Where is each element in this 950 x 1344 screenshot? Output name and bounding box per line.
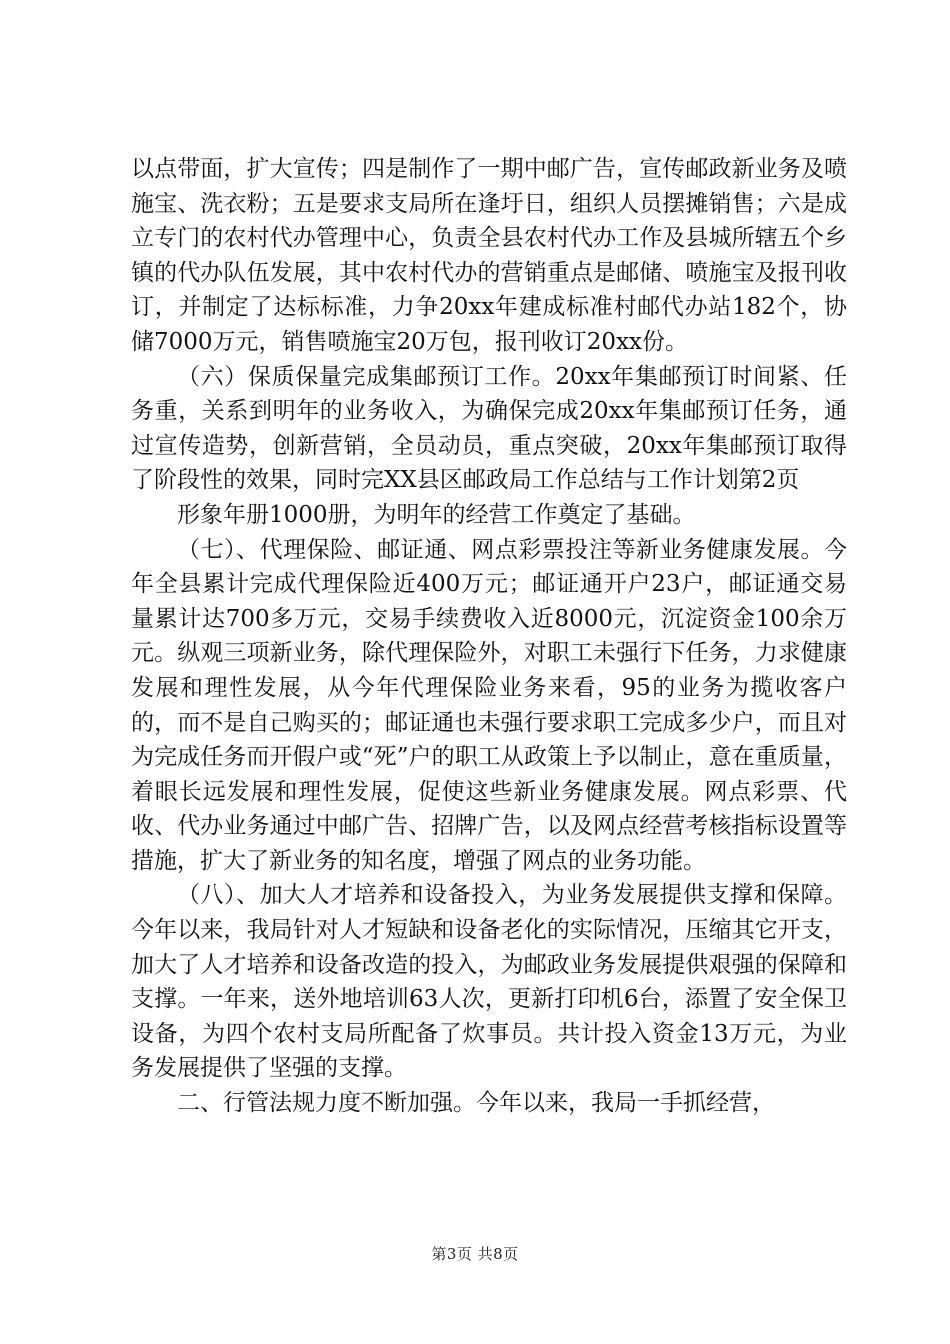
paragraph-talent-equipment: （八）、加大人才培养和设备投入，为业务发展提供支撑和保障。今年以来，我局针对人才短缺和设备老化的实际情况，压缩其它开支，加大了人才培养和设备改造的投入，为邮政业务发展提供艰强的保障和支撑。一年来，送外地培训63人次，更新打印机6台，添置了安全保卫设备，为四个农村支局所配备了炊事员。共计投入资金13万元，为业务发展提供了坚强的支撑。 [131, 882, 847, 1082]
paragraph-new-business: （七）、代理保险、邮证通、网点彩票投注等新业务健康发展。今年全县累计完成代理保险近400万元；邮证通开户23户，邮证通交易量累计达700多万元，交易手续费收入近8000元，沉淀资金100余万元。纵观三项新业务，除代理保险外，对职工未强行下任务，力求健康发展和理性发展，从今年代理保险业务来看，95的业务为揽收客户的，而不是自己购买的；邮证通也未强行要求职工完成多少户，而且对为完成任务而开假户或“死”户的职工从政策上予以制止，意在重质量，着眼长远发展和理性发展，促使这些新业务健康发展。网点彩票、代收、代办业务通过中邮广告、招牌广告，以及网点经营考核指标设置等措施，扩大了新业务的知名度，增强了网点的业务功能。 [131, 536, 847, 874]
paragraph-regulation: 二、行管法规力度不断加强。今年以来，我局一手抓经营， [177, 1090, 775, 1117]
page-number-footer: 第3页 共8页 [431, 1245, 519, 1263]
paragraph-promotion: 以点带面，扩大宣传；四是制作了一期中邮广告，宣传邮政新业务及喷施宝、洗衣粉；五是要求支局所在逢圩日，组织人员摆摊销售；六是成立专门的农村代办管理中心，负责全县农村代办工作及县城所辖五个乡镇的代办队伍发展，其中农村代办的营销重点是邮储、喷施宝及报刊收订，并制定了达标标准，力争20xx年建成标准村邮代办站182个，协储7000万元，销售喷施宝20万包，报刊收订20xx份。 [131, 156, 847, 355]
paragraph-yearbook: 形象年册1000册，为明年的经营工作奠定了基础。 [177, 501, 696, 528]
paragraph-stamp-subscription: （六）保质保量完成集邮预订工作。20xx年集邮预订时间紧、任务重，关系到明年的业务收入，为确保完成20xx年集邮预订任务，通过宣传造势，创新营销，全员动员，重点突破，20xx年集邮预订取得了阶段性的效果，同时完XX县区邮政局工作总结与工作计划第2页 [131, 363, 847, 494]
document-body [131, 152, 847, 1121]
